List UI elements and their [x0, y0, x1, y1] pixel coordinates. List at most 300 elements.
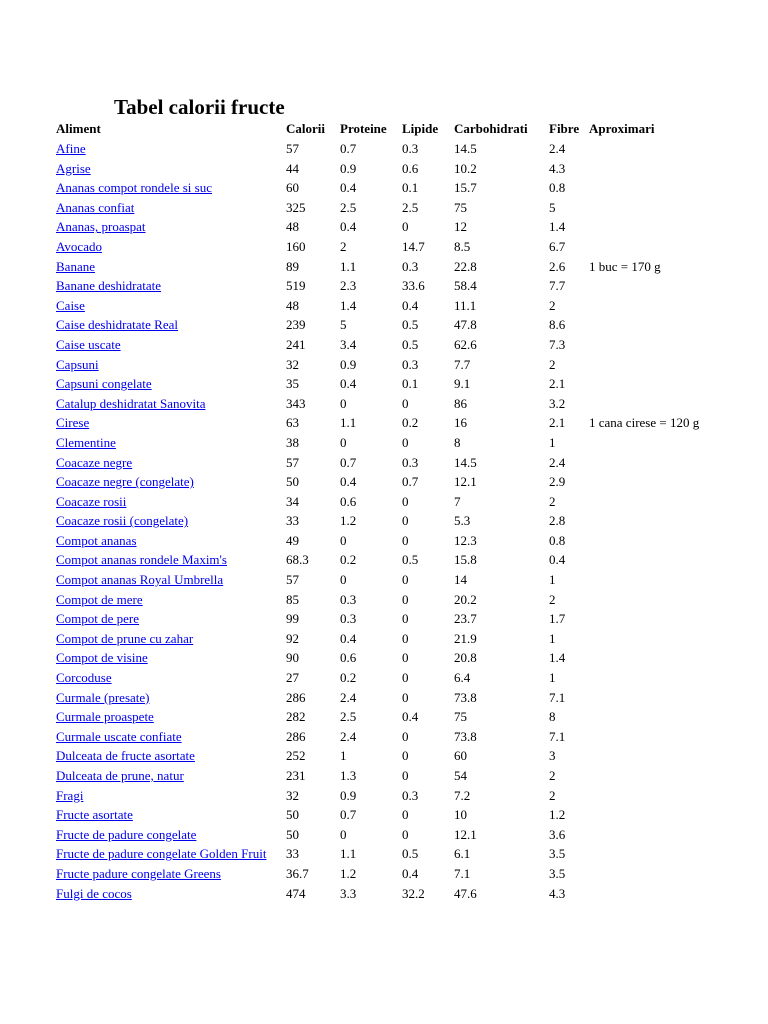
fibre-cell: 2 — [549, 591, 556, 607]
calorii-cell: 50 — [286, 807, 299, 823]
food-name-link[interactable]: Avocado — [56, 238, 102, 254]
proteine-cell: 0 — [340, 826, 347, 842]
lipide-cell: 0 — [402, 611, 409, 627]
aproximari-cell — [587, 296, 701, 316]
aproximari-cell — [587, 511, 701, 531]
calorii-cell: 32 — [286, 356, 299, 372]
food-name-cell — [54, 550, 284, 570]
table-row — [54, 472, 701, 492]
carbohidrati-cell: 7.2 — [454, 787, 471, 803]
calorii-cell: 89 — [286, 258, 299, 274]
lipide-cell: 0 — [402, 219, 409, 235]
calorii-cell: 34 — [286, 493, 299, 509]
carbohidrati-cell: 7.7 — [454, 356, 471, 372]
food-name-link[interactable]: Curmale uscate confiate — [56, 728, 182, 744]
table-row — [54, 590, 701, 610]
food-name-cell — [54, 315, 284, 335]
fibre-cell: 2.4 — [549, 454, 566, 470]
fibre-cell: 3.2 — [549, 395, 566, 411]
proteine-cell: 1 — [340, 748, 347, 764]
calorii-cell: 325 — [286, 199, 306, 215]
aproximari-cell — [587, 766, 701, 786]
food-name-cell — [54, 335, 284, 355]
carbohidrati-cell: 6.1 — [454, 846, 471, 862]
proteine-cell: 0.4 — [340, 630, 357, 646]
proteine-cell: 2.5 — [340, 199, 357, 215]
food-name-link[interactable]: Caise — [56, 297, 85, 313]
lipide-cell: 0.3 — [402, 787, 419, 803]
calorii-cell: 57 — [286, 141, 299, 156]
proteine-cell: 0.4 — [340, 180, 357, 196]
calorii-cell: 282 — [286, 709, 306, 725]
food-name-cell — [54, 433, 284, 453]
table-row — [54, 237, 701, 257]
food-name-cell — [54, 217, 284, 237]
lipide-cell: 0.4 — [402, 709, 419, 725]
header-calorii: Calorii — [286, 121, 325, 136]
carbohidrati-cell: 60 — [454, 748, 467, 764]
food-name-link[interactable]: Ananas confiat — [56, 199, 135, 215]
aproximari-cell — [587, 453, 701, 473]
calorii-cell: 32 — [286, 787, 299, 803]
table-row — [54, 178, 701, 198]
table-row — [54, 394, 701, 414]
carbohidrati-cell: 12.1 — [454, 474, 477, 490]
calorii-cell: 36.7 — [286, 865, 309, 881]
carbohidrati-cell: 20.8 — [454, 650, 477, 666]
lipide-cell: 0.5 — [402, 552, 419, 568]
table-row — [54, 668, 701, 688]
fibre-cell: 5 — [549, 199, 556, 215]
food-name-link[interactable]: Cirese — [56, 415, 90, 431]
lipide-cell: 0 — [402, 728, 409, 744]
food-name-link[interactable]: Fragi — [56, 787, 84, 803]
carbohidrati-cell: 7.1 — [454, 865, 471, 881]
aproximari-cell — [587, 884, 701, 904]
lipide-cell: 0 — [402, 630, 409, 646]
lipide-cell: 0.5 — [402, 336, 419, 352]
fibre-cell: 1 — [549, 630, 556, 646]
aproximari-cell — [587, 237, 701, 257]
lipide-cell: 0 — [402, 650, 409, 666]
food-name-link[interactable]: Fructe asortate — [56, 807, 133, 823]
calorii-cell: 33 — [286, 513, 299, 529]
fibre-cell: 2.1 — [549, 376, 566, 392]
food-name-cell — [54, 590, 284, 610]
carbohidrati-cell: 12.3 — [454, 532, 477, 548]
proteine-cell: 1.2 — [340, 865, 357, 881]
food-name-link[interactable]: Compot de mere — [56, 591, 143, 607]
carbohidrati-cell: 47.6 — [454, 885, 477, 901]
calorii-cell: 241 — [286, 336, 306, 352]
fibre-cell: 2 — [549, 297, 556, 313]
calorii-cell: 90 — [286, 650, 299, 666]
food-name-cell — [54, 786, 284, 806]
fibre-cell: 2.1 — [549, 415, 566, 431]
proteine-cell: 0.3 — [340, 591, 357, 607]
calorii-cell: 57 — [286, 454, 299, 470]
aproximari-cell — [587, 550, 701, 570]
food-name-link[interactable]: Curmale proaspete — [56, 709, 154, 725]
lipide-cell: 2.5 — [402, 199, 419, 215]
calorii-cell: 33 — [286, 846, 299, 862]
lipide-cell: 0 — [402, 748, 409, 764]
proteine-cell: 2.4 — [340, 728, 357, 744]
table-row — [54, 864, 701, 884]
table-row — [54, 276, 701, 296]
proteine-cell: 0.2 — [340, 552, 357, 568]
lipide-cell: 0.3 — [402, 356, 419, 372]
proteine-cell: 1.3 — [340, 768, 357, 783]
table-row — [54, 531, 701, 551]
table-row — [54, 648, 701, 668]
lipide-cell: 0 — [402, 493, 409, 509]
proteine-cell: 0.4 — [340, 376, 357, 392]
calorii-cell: 49 — [286, 532, 299, 548]
food-name-link[interactable]: Fulgi de cocos — [56, 885, 132, 901]
fibre-cell: 7.7 — [549, 278, 566, 294]
carbohidrati-cell: 6.4 — [454, 670, 471, 686]
table-row — [54, 805, 701, 825]
calorii-cell: 60 — [286, 180, 299, 196]
table-row — [54, 374, 701, 394]
aproximari-cell — [587, 609, 701, 629]
food-name-cell — [54, 511, 284, 531]
fibre-cell: 2.8 — [549, 513, 566, 529]
header-carbohidrati: Carbohidrati — [454, 121, 528, 136]
calorii-cell: 286 — [286, 728, 306, 744]
aproximari-cell — [587, 746, 701, 766]
food-name-link[interactable]: Coacaze rosii — [56, 493, 127, 509]
table-row — [54, 159, 701, 179]
food-name-link[interactable]: Corcoduse — [56, 670, 112, 686]
proteine-cell: 3.3 — [340, 885, 357, 901]
food-name-cell — [54, 178, 284, 198]
food-name-link[interactable]: Coacaze rosii (congelate) — [56, 513, 189, 529]
table-row — [54, 198, 701, 218]
fibre-cell: 1 — [549, 670, 556, 686]
food-name-link[interactable]: Coacaze negre — [56, 454, 133, 470]
lipide-cell: 0 — [402, 591, 409, 607]
food-name-link[interactable]: Fructe padure congelate Greens — [56, 865, 221, 881]
fibre-cell: 1.4 — [549, 650, 566, 666]
food-name-link[interactable]: Agrise — [56, 160, 91, 176]
calorii-cell: 44 — [286, 160, 299, 176]
fibre-cell: 0.8 — [549, 532, 566, 548]
table-row — [54, 335, 701, 355]
table-row — [54, 257, 701, 277]
carbohidrati-cell: 22.8 — [454, 258, 477, 274]
carbohidrati-cell: 15.7 — [454, 180, 477, 196]
table-header-row — [54, 119, 701, 139]
lipide-cell: 0.4 — [402, 297, 419, 313]
fibre-cell: 1.2 — [549, 807, 566, 823]
food-name-cell — [54, 257, 284, 277]
carbohidrati-cell: 8.5 — [454, 238, 471, 254]
fibre-cell: 6.7 — [549, 238, 566, 254]
calorie-table — [54, 119, 701, 903]
page-title: Tabel calorii fructe — [114, 95, 285, 119]
aproximari-cell — [587, 492, 701, 512]
fibre-cell: 3.5 — [549, 846, 566, 862]
fibre-cell: 7.1 — [549, 728, 566, 744]
fibre-cell: 4.3 — [549, 160, 566, 176]
food-name-cell — [54, 139, 284, 159]
calorii-cell: 160 — [286, 238, 306, 254]
food-name-link[interactable]: Capsuni congelate — [56, 376, 152, 392]
carbohidrati-cell: 73.8 — [454, 728, 477, 744]
fibre-cell: 1 — [549, 434, 556, 450]
proteine-cell: 1.4 — [340, 297, 357, 313]
fibre-cell: 0.4 — [549, 552, 566, 568]
proteine-cell: 0.7 — [340, 807, 357, 823]
proteine-cell: 0.4 — [340, 219, 357, 235]
table-row — [54, 844, 701, 864]
carbohidrati-cell: 10 — [454, 807, 467, 823]
aproximari-cell — [587, 139, 701, 159]
calorii-cell: 48 — [286, 219, 299, 235]
food-name-link[interactable]: Banane deshidratate — [56, 278, 162, 294]
carbohidrati-cell: 20.2 — [454, 591, 477, 607]
table-row — [54, 688, 701, 708]
proteine-cell: 0.7 — [340, 454, 357, 470]
food-name-link[interactable]: Compot ananas Royal Umbrella — [56, 572, 224, 588]
food-name-link[interactable]: Curmale (presate) — [56, 689, 150, 705]
proteine-cell: 0.6 — [340, 493, 357, 509]
table-row — [54, 825, 701, 845]
lipide-cell: 0 — [402, 395, 409, 411]
food-name-link[interactable]: Compot de prune cu zahar — [56, 630, 194, 646]
lipide-cell: 0.3 — [402, 454, 419, 470]
lipide-cell: 14.7 — [402, 238, 425, 254]
table-row — [54, 746, 701, 766]
fibre-cell: 2 — [549, 787, 556, 803]
food-name-link[interactable]: Compot de pere — [56, 611, 140, 627]
food-name-link[interactable]: Catalup deshidratat Sanovita — [56, 395, 206, 411]
carbohidrati-cell: 9.1 — [454, 376, 471, 392]
carbohidrati-cell: 10.2 — [454, 160, 477, 176]
aproximari-cell — [587, 433, 701, 453]
lipide-cell: 0 — [402, 532, 409, 548]
food-name-cell — [54, 237, 284, 257]
proteine-cell: 0.2 — [340, 670, 357, 686]
food-name-link[interactable]: Afine — [56, 141, 86, 156]
aproximari-cell — [587, 315, 701, 335]
food-name-cell — [54, 727, 284, 747]
carbohidrati-cell: 62.6 — [454, 336, 477, 352]
food-name-link[interactable]: Compot de visine — [56, 650, 148, 666]
proteine-cell: 0.9 — [340, 160, 357, 176]
lipide-cell: 33.6 — [402, 278, 425, 294]
aproximari-cell — [587, 570, 701, 590]
table-row — [54, 766, 701, 786]
proteine-cell: 0.9 — [340, 787, 357, 803]
proteine-cell: 1.2 — [340, 513, 357, 529]
table-row — [54, 707, 701, 727]
food-name-link[interactable]: Compot ananas — [56, 532, 137, 548]
calorii-cell: 99 — [286, 611, 299, 627]
carbohidrati-cell: 58.4 — [454, 278, 477, 294]
header-fibre: Fibre — [549, 121, 580, 136]
lipide-cell: 0 — [402, 826, 409, 842]
food-name-link[interactable]: Banane — [56, 258, 95, 274]
proteine-cell: 0.9 — [340, 356, 357, 372]
carbohidrati-cell: 23.7 — [454, 611, 477, 627]
calorii-cell: 231 — [286, 768, 306, 783]
proteine-cell: 0.4 — [340, 474, 357, 490]
calorii-cell: 48 — [286, 297, 299, 313]
carbohidrati-cell: 15.8 — [454, 552, 477, 568]
fibre-cell: 7.1 — [549, 689, 566, 705]
calorii-cell: 474 — [286, 885, 306, 901]
food-name-cell — [54, 688, 284, 708]
calorii-cell: 519 — [286, 278, 306, 294]
food-name-cell — [54, 296, 284, 316]
aproximari-cell — [587, 374, 701, 394]
proteine-cell: 2.5 — [340, 709, 357, 725]
table-row — [54, 315, 701, 335]
fibre-cell: 2 — [549, 356, 556, 372]
lipide-cell: 0.3 — [402, 258, 419, 274]
lipide-cell: 32.2 — [402, 885, 425, 901]
aproximari-cell — [587, 786, 701, 806]
calorii-cell: 50 — [286, 474, 299, 490]
food-name-link[interactable]: Compot ananas rondele Maxim's — [56, 552, 227, 568]
table-row — [54, 550, 701, 570]
food-name-cell — [54, 746, 284, 766]
food-name-cell — [54, 531, 284, 551]
food-name-link[interactable]: Clementine — [56, 434, 116, 450]
food-name-cell — [54, 629, 284, 649]
fibre-cell: 8.6 — [549, 317, 566, 333]
food-name-link[interactable]: Coacaze negre (congelate) — [56, 474, 194, 490]
calorii-cell: 68.3 — [286, 552, 309, 568]
table-row — [54, 217, 701, 237]
lipide-cell: 0 — [402, 689, 409, 705]
header-aliment: Aliment — [56, 121, 101, 136]
proteine-cell: 1.1 — [340, 846, 357, 862]
lipide-cell: 0 — [402, 768, 409, 783]
food-name-cell — [54, 453, 284, 473]
fibre-cell: 1 — [549, 572, 556, 588]
calorii-cell: 38 — [286, 434, 299, 450]
aproximari-cell — [587, 629, 701, 649]
table-row — [54, 511, 701, 531]
aproximari-cell — [587, 335, 701, 355]
food-name-link[interactable]: Dulceata de prune, natur — [56, 768, 184, 783]
aproximari-cell — [587, 590, 701, 610]
food-name-link[interactable]: Capsuni — [56, 356, 99, 372]
proteine-cell: 1.1 — [340, 415, 357, 431]
lipide-cell: 0 — [402, 513, 409, 529]
header-lipide: Lipide — [402, 121, 439, 136]
food-name-link[interactable]: Ananas, proaspat — [56, 219, 146, 235]
fibre-cell: 4.3 — [549, 885, 566, 901]
aproximari-cell: 1 buc = 170 g — [589, 258, 661, 274]
food-name-cell — [54, 825, 284, 845]
carbohidrati-cell: 14 — [454, 572, 467, 588]
aproximari-cell — [587, 707, 701, 727]
food-name-cell — [54, 198, 284, 218]
food-name-cell — [54, 394, 284, 414]
calorii-cell: 85 — [286, 591, 299, 607]
proteine-cell: 3.4 — [340, 336, 357, 352]
table-row — [54, 609, 701, 629]
food-name-cell — [54, 159, 284, 179]
carbohidrati-cell: 73.8 — [454, 689, 477, 705]
food-name-cell — [54, 492, 284, 512]
food-name-cell — [54, 668, 284, 688]
food-name-cell — [54, 766, 284, 786]
food-name-cell — [54, 864, 284, 884]
header-aproximari: Aproximari — [589, 121, 655, 136]
food-name-cell — [54, 276, 284, 296]
aproximari-cell — [587, 394, 701, 414]
food-name-link[interactable]: Caise uscate — [56, 336, 121, 352]
fibre-cell: 3 — [549, 748, 556, 764]
food-name-cell — [54, 374, 284, 394]
table-row — [54, 727, 701, 747]
aproximari-cell — [587, 805, 701, 825]
aproximari-cell — [587, 276, 701, 296]
calorii-cell: 92 — [286, 630, 299, 646]
fibre-cell: 2.4 — [549, 141, 566, 156]
food-name-link[interactable]: Dulceata de fructe asortate — [56, 748, 195, 764]
aproximari-cell — [587, 472, 701, 492]
aproximari-cell — [587, 178, 701, 198]
food-name-cell — [54, 609, 284, 629]
proteine-cell: 0 — [340, 532, 347, 548]
proteine-cell: 2.3 — [340, 278, 357, 294]
aproximari-cell — [587, 864, 701, 884]
calorii-cell: 286 — [286, 689, 306, 705]
carbohidrati-cell: 11.1 — [454, 297, 477, 313]
proteine-cell: 0.3 — [340, 611, 357, 627]
table-row — [54, 433, 701, 453]
calorii-cell: 239 — [286, 317, 306, 333]
lipide-cell: 0.2 — [402, 415, 419, 431]
carbohidrati-cell: 7 — [454, 493, 461, 509]
table-body — [54, 139, 701, 903]
calorii-cell: 343 — [286, 395, 306, 411]
carbohidrati-cell: 8 — [454, 434, 461, 450]
carbohidrati-cell: 54 — [454, 768, 467, 783]
food-name-cell — [54, 570, 284, 590]
food-name-link[interactable]: Caise deshidratate Real — [56, 317, 179, 333]
calorii-cell: 252 — [286, 748, 306, 764]
food-name-link[interactable]: Fructe de padure congelate — [56, 826, 197, 842]
carbohidrati-cell: 14.5 — [454, 141, 477, 156]
table-row — [54, 884, 701, 904]
aproximari-cell — [587, 198, 701, 218]
proteine-cell: 1.1 — [340, 258, 357, 274]
proteine-cell: 0.6 — [340, 650, 357, 666]
aproximari-cell — [587, 727, 701, 747]
food-name-cell — [54, 884, 284, 904]
lipide-cell: 0.5 — [402, 846, 419, 862]
lipide-cell: 0.5 — [402, 317, 419, 333]
aproximari-cell — [587, 688, 701, 708]
food-name-cell — [54, 648, 284, 668]
food-name-link[interactable]: Fructe de padure congelate Golden Fruit — [56, 846, 267, 862]
food-name-link[interactable]: Ananas compot rondele si suc — [56, 180, 212, 196]
carbohidrati-cell: 21.9 — [454, 630, 477, 646]
lipide-cell: 0.7 — [402, 474, 419, 490]
food-name-cell — [54, 413, 284, 433]
lipide-cell: 0.3 — [402, 141, 419, 156]
fibre-cell: 3.5 — [549, 865, 566, 881]
table-row — [54, 355, 701, 375]
